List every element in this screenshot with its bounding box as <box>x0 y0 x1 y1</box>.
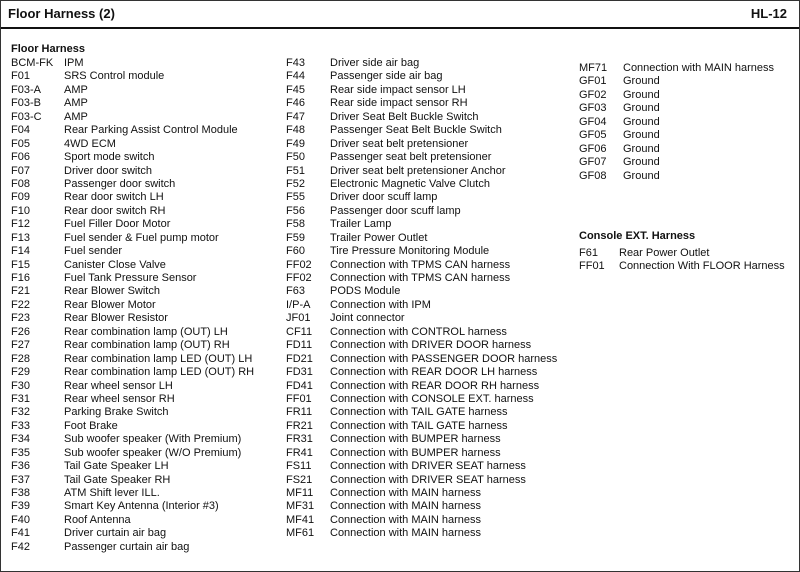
connector-code: F63 <box>286 285 305 298</box>
connector-row <box>286 165 557 178</box>
connector-description: Tail Gate Speaker RH <box>64 473 171 486</box>
connector-code: F34 <box>11 433 30 446</box>
connector-code: FS21 <box>286 473 313 486</box>
connector-description: Passenger curtain air bag <box>64 540 190 553</box>
connector-code: F21 <box>11 285 30 298</box>
connector-code: FS11 <box>286 460 312 473</box>
connector-description: Connection with MAIN harness <box>623 62 775 74</box>
connector-description: IPM <box>64 57 84 69</box>
connector-description: Connection with TPMS CAN harness <box>330 258 511 271</box>
connector-row <box>286 272 557 285</box>
connector-list-column-3 <box>579 62 774 183</box>
connector-row <box>11 527 254 540</box>
connector-code: F15 <box>11 258 30 271</box>
connector-code: F30 <box>11 379 30 392</box>
connector-description: Passenger door scuff lamp <box>330 204 461 217</box>
connector-row <box>11 232 254 245</box>
connector-row <box>11 151 254 164</box>
connector-row <box>11 138 254 151</box>
connector-row <box>11 178 254 191</box>
connector-description: Connection with TPMS CAN harness <box>330 272 511 284</box>
connector-row <box>286 353 557 366</box>
connector-description: Canister Close Valve <box>64 258 166 271</box>
connector-row <box>11 218 254 231</box>
connector-row <box>286 245 557 258</box>
connector-row <box>286 433 557 446</box>
connector-code: F27 <box>11 339 30 352</box>
connector-code: F60 <box>286 245 305 258</box>
connector-description: Connection with REAR DOOR RH harness <box>330 379 540 392</box>
connector-code: F38 <box>11 487 30 499</box>
connector-code: F39 <box>11 500 30 513</box>
connector-description: Connection with BUMPER harness <box>330 433 501 446</box>
connector-row <box>11 460 254 473</box>
connector-row <box>11 299 254 312</box>
connector-code: F48 <box>286 124 305 137</box>
connector-list-column-2 <box>286 57 557 541</box>
connector-description: Fuel Tank Pressure Sensor <box>64 272 197 284</box>
connector-row <box>286 84 557 97</box>
connector-code: F28 <box>11 352 30 365</box>
connector-description: Rear wheel sensor RH <box>64 392 175 405</box>
connector-code: F31 <box>11 392 30 405</box>
connector-description: 4WD ECM <box>64 137 116 150</box>
connector-row <box>579 62 774 75</box>
connector-description: Rear Power Outlet <box>619 247 710 259</box>
connector-row <box>286 527 557 540</box>
connector-list-column-1 <box>11 57 254 554</box>
connector-code: F43 <box>286 57 305 69</box>
connector-row <box>11 191 254 204</box>
connector-row <box>11 433 254 446</box>
connector-code: GF08 <box>579 169 607 182</box>
connector-description: Connection with MAIN harness <box>330 500 482 513</box>
connector-description: Connection with REAR DOOR LH harness <box>330 366 538 379</box>
connector-description: Rear combination lamp LED (OUT) RH <box>64 366 255 379</box>
connector-description: PODS Module <box>330 285 401 298</box>
connector-code: F22 <box>11 298 30 311</box>
connector-code: GF06 <box>579 142 607 155</box>
connector-row <box>286 178 557 191</box>
connector-description: Tail Gate Speaker LH <box>64 460 169 473</box>
connector-row <box>286 138 557 151</box>
connector-description: Rear door switch LH <box>64 191 164 204</box>
connector-code: FR41 <box>286 446 313 459</box>
connector-description: Ground <box>623 129 660 142</box>
connector-code: BCM-FK <box>11 57 54 69</box>
connector-description: Connection with MAIN harness <box>330 487 482 499</box>
connector-code: F36 <box>11 460 30 473</box>
connector-description: Sub woofer speaker (With Premium) <box>64 433 242 446</box>
connector-row <box>11 111 254 124</box>
connector-row <box>579 170 774 183</box>
connector-code: GF05 <box>579 129 607 142</box>
connector-row <box>286 57 557 70</box>
connector-description: Rear door switch RH <box>64 204 166 217</box>
connector-row <box>11 70 254 83</box>
connector-code: F26 <box>11 325 30 338</box>
connector-description: Passenger side air bag <box>330 70 443 83</box>
console-connector-list <box>579 247 785 274</box>
connector-code: F52 <box>286 177 305 190</box>
connector-code: MF41 <box>286 513 315 526</box>
connector-row <box>286 393 557 406</box>
page-header <box>1 1 799 29</box>
connector-row <box>11 406 254 419</box>
connector-row <box>11 165 254 178</box>
connector-row <box>286 447 557 460</box>
connector-description: Electronic Magnetic Valve Clutch <box>330 177 490 190</box>
connector-description: Connection With FLOOR Harness <box>619 260 785 273</box>
connector-row <box>11 205 254 218</box>
connector-code: CF11 <box>286 325 313 338</box>
connector-code: F47 <box>286 110 305 123</box>
connector-row <box>579 129 774 142</box>
connector-description: Connection with BUMPER harness <box>330 446 501 459</box>
connector-code: GF07 <box>579 156 607 169</box>
connector-row <box>286 380 557 393</box>
connector-description: Ground <box>623 142 660 155</box>
connector-description: Rear wheel sensor LH <box>64 379 173 392</box>
connector-code: F32 <box>11 406 30 419</box>
connector-row <box>11 487 254 500</box>
connector-code: F10 <box>11 204 30 217</box>
connector-code: F07 <box>11 164 30 177</box>
connector-row <box>286 514 557 527</box>
connector-description: Rear side impact sensor RH <box>330 97 468 110</box>
connector-description: Roof Antenna <box>64 513 131 526</box>
connector-description: Rear Blower Switch <box>64 285 160 298</box>
connector-description: Connection with CONSOLE EXT. harness <box>330 392 534 405</box>
connector-description: Driver seat belt pretensioner Anchor <box>330 164 506 177</box>
connector-code: FD31 <box>286 366 313 379</box>
connector-description: Driver door scuff lamp <box>330 191 438 204</box>
connector-code: F51 <box>286 164 305 177</box>
connector-code: F41 <box>11 527 30 540</box>
connector-row <box>11 500 254 513</box>
connector-row <box>11 312 254 325</box>
connector-code: GF04 <box>579 115 607 128</box>
connector-row <box>11 393 254 406</box>
connector-description: Parking Brake Switch <box>64 406 169 419</box>
connector-description: Ground <box>623 156 660 169</box>
connector-description: Connection with CONTROL harness <box>330 325 507 338</box>
connector-row <box>11 541 254 554</box>
connector-row <box>579 247 785 260</box>
connector-description: Fuel Filler Door Motor <box>64 218 171 231</box>
connector-row <box>11 124 254 137</box>
connector-code: F59 <box>286 231 305 244</box>
connector-row <box>579 89 774 102</box>
connector-description: Connection with IPM <box>330 298 431 311</box>
connector-description: Joint connector <box>330 312 405 325</box>
connector-row <box>11 420 254 433</box>
connector-description: Rear Parking Assist Control Module <box>64 124 238 137</box>
connector-row <box>286 406 557 419</box>
connector-description: Ground <box>623 88 660 101</box>
page-title: Floor Harness (2) <box>8 6 115 21</box>
connector-code: MF61 <box>286 527 315 540</box>
connector-description: SRS Control module <box>64 70 165 83</box>
connector-description: Trailer Lamp <box>330 218 392 231</box>
connector-description: Trailer Power Outlet <box>330 231 428 244</box>
connector-description: Connection with DRIVER SEAT harness <box>330 460 526 473</box>
connector-code: F33 <box>11 419 30 432</box>
connector-row <box>286 299 557 312</box>
connector-row <box>579 156 774 169</box>
connector-code: MF31 <box>286 500 315 513</box>
connector-code: GF02 <box>579 88 607 101</box>
connector-code: FR21 <box>286 419 313 432</box>
connector-description: Passenger Seat Belt Buckle Switch <box>330 124 502 137</box>
connector-code: FF01 <box>579 260 605 273</box>
connector-description: Sport mode switch <box>64 151 155 164</box>
connector-code: F13 <box>11 231 30 244</box>
connector-code: GF03 <box>579 102 607 115</box>
connector-row <box>286 232 557 245</box>
connector-description: Passenger door switch <box>64 177 176 190</box>
connector-description: Ground <box>623 169 660 182</box>
connector-code: F08 <box>11 177 30 190</box>
connector-code: FD11 <box>286 339 313 352</box>
connector-row <box>11 353 254 366</box>
connector-row <box>286 420 557 433</box>
connector-code: F37 <box>11 473 30 486</box>
connector-code: F49 <box>286 137 305 150</box>
connector-row <box>286 474 557 487</box>
connector-row <box>286 366 557 379</box>
connector-code: FF02 <box>286 272 312 284</box>
connector-description: Rear combination lamp (OUT) RH <box>64 339 230 352</box>
connector-description: Rear combination lamp LED (OUT) LH <box>64 352 253 365</box>
connector-code: F05 <box>11 137 30 150</box>
connector-row <box>11 339 254 352</box>
connector-code: F55 <box>286 191 305 204</box>
connector-code: F56 <box>286 204 305 217</box>
connector-row <box>579 116 774 129</box>
connector-code: F04 <box>11 124 30 137</box>
connector-description: AMP <box>64 97 88 110</box>
connector-row <box>11 259 254 272</box>
connector-description: Rear side impact sensor LH <box>330 83 466 96</box>
connector-description: Connection with PASSENGER DOOR harness <box>330 352 558 365</box>
connector-description: Driver door switch <box>64 164 153 177</box>
connector-row <box>11 474 254 487</box>
connector-code: F40 <box>11 513 30 526</box>
connector-row <box>11 245 254 258</box>
connector-code: GF01 <box>579 75 607 88</box>
connector-row <box>286 339 557 352</box>
connector-row <box>286 326 557 339</box>
connector-row <box>286 191 557 204</box>
connector-row <box>286 111 557 124</box>
connector-row <box>11 380 254 393</box>
connector-description: Ground <box>623 115 660 128</box>
connector-row <box>286 218 557 231</box>
connector-code: F42 <box>11 540 30 553</box>
connector-row <box>11 514 254 527</box>
connector-code: F44 <box>286 70 305 83</box>
connector-row <box>579 102 774 115</box>
connector-row <box>286 487 557 500</box>
connector-code: FR11 <box>286 406 313 419</box>
connector-code: F46 <box>286 97 305 110</box>
page-code: HL-12 <box>750 6 787 21</box>
connector-description: ATM Shift lever ILL. <box>64 487 160 499</box>
connector-row <box>286 97 557 110</box>
connector-code: FD41 <box>286 379 313 392</box>
connector-code: F50 <box>286 151 305 164</box>
connector-description: Rear combination lamp (OUT) LH <box>64 325 228 338</box>
console-ext-harness-heading: Console EXT. Harness <box>579 230 696 242</box>
connector-description: Foot Brake <box>64 419 118 432</box>
connector-row <box>11 84 254 97</box>
connector-row <box>11 97 254 110</box>
connector-description: Ground <box>623 75 660 88</box>
connector-description: Passenger seat belt pretensioner <box>330 151 492 164</box>
connector-description: Ground <box>623 102 660 115</box>
connector-row <box>286 70 557 83</box>
connector-code: I/P-A <box>286 298 311 311</box>
connector-code: F12 <box>11 218 30 231</box>
connector-row <box>579 143 774 156</box>
floor-harness-heading: Floor Harness <box>11 43 85 55</box>
connector-row <box>286 259 557 272</box>
connector-code: FR31 <box>286 433 313 446</box>
connector-row <box>286 151 557 164</box>
connector-code: F58 <box>286 218 305 231</box>
connector-description: Rear Blower Resistor <box>64 312 168 325</box>
connector-code: F23 <box>11 312 30 325</box>
connector-code: F03-C <box>11 110 42 123</box>
connector-description: Rear Blower Motor <box>64 298 156 311</box>
connector-code: FF01 <box>286 392 312 405</box>
connector-row <box>286 500 557 513</box>
connector-description: Connection with TAIL GATE harness <box>330 406 508 419</box>
connector-description: Fuel sender & Fuel pump motor <box>64 231 219 244</box>
connector-code: F09 <box>11 191 30 204</box>
connector-row <box>579 260 785 273</box>
connector-description: Smart Key Antenna (Interior #3) <box>64 500 219 513</box>
connector-code: JF01 <box>286 312 311 325</box>
connector-code: F14 <box>11 245 30 258</box>
connector-code: FF02 <box>286 258 312 271</box>
connector-row <box>11 366 254 379</box>
connector-row <box>286 205 557 218</box>
connector-row <box>286 124 557 137</box>
connector-description: AMP <box>64 110 88 123</box>
connector-row <box>286 312 557 325</box>
connector-code: F29 <box>11 366 30 379</box>
connector-description: Driver seat belt pretensioner <box>330 137 469 150</box>
connector-row <box>11 447 254 460</box>
connector-code: FD21 <box>286 352 313 365</box>
connector-description: Connection with MAIN harness <box>330 527 482 540</box>
connector-code: F16 <box>11 272 30 284</box>
connector-row <box>286 460 557 473</box>
connector-description: Sub woofer speaker (W/O Premium) <box>64 446 242 459</box>
connector-code: F35 <box>11 446 30 459</box>
connector-description: Driver Seat Belt Buckle Switch <box>330 110 479 123</box>
connector-code: F03-B <box>11 97 41 110</box>
connector-row <box>11 57 254 70</box>
connector-description: Fuel sender <box>64 245 123 258</box>
connector-description: Driver side air bag <box>330 57 420 69</box>
connector-row <box>11 285 254 298</box>
connector-code: MF11 <box>286 487 314 499</box>
connector-code: MF71 <box>579 62 608 74</box>
connector-code: F06 <box>11 151 30 164</box>
connector-row <box>286 285 557 298</box>
connector-description: Connection with DRIVER DOOR harness <box>330 339 532 352</box>
connector-row <box>11 272 254 285</box>
connector-row <box>11 326 254 339</box>
connector-code: F61 <box>579 247 598 259</box>
connector-code: F45 <box>286 83 305 96</box>
connector-description: Driver curtain air bag <box>64 527 167 540</box>
connector-description: Connection with MAIN harness <box>330 513 482 526</box>
connector-code: F03-A <box>11 83 41 96</box>
connector-description: Connection with TAIL GATE harness <box>330 419 508 432</box>
connector-description: Tire Pressure Monitoring Module <box>330 245 490 258</box>
connector-description: AMP <box>64 83 88 96</box>
connector-row <box>579 75 774 88</box>
connector-code: F01 <box>11 70 30 83</box>
connector-description: Connection with DRIVER SEAT harness <box>330 473 526 486</box>
